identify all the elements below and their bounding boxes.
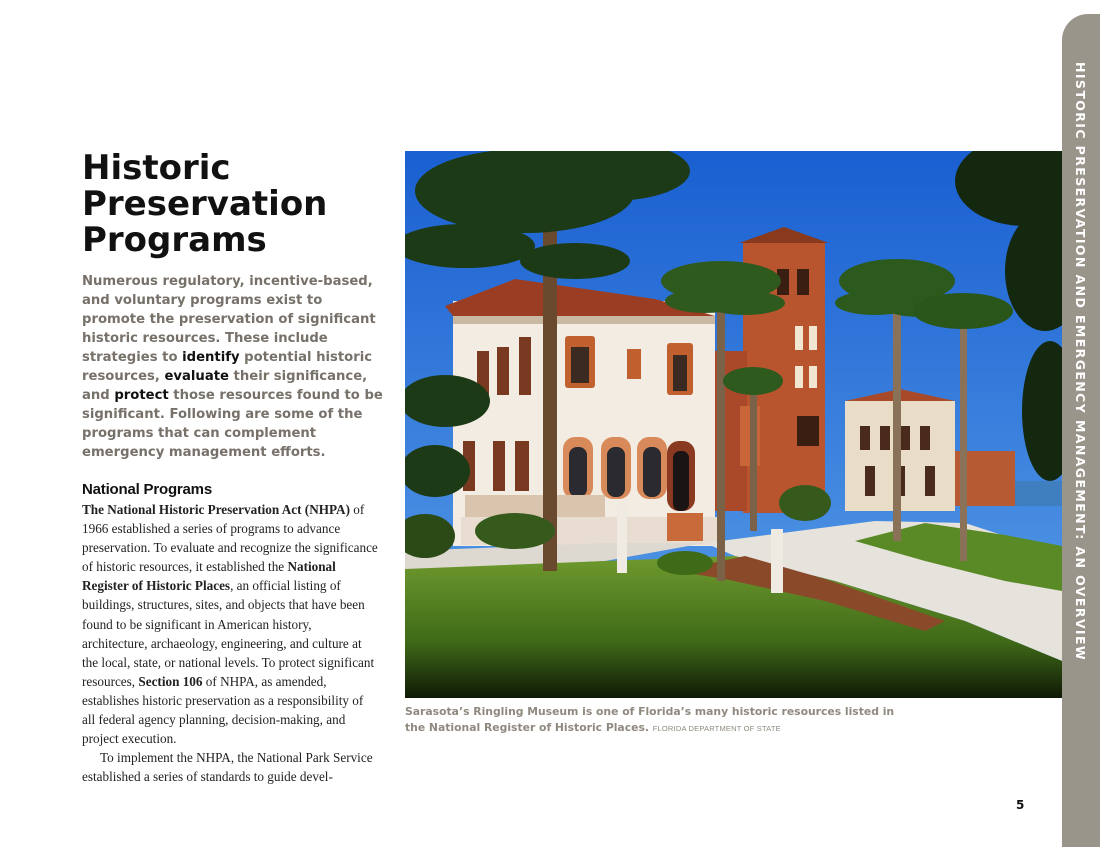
ringling-museum-photo xyxy=(405,151,1062,698)
section-heading: National Programs xyxy=(82,481,212,498)
intro-text-1: Numerous regulatory, incentive-based, and voluntary programs exist to promote the preservation of significant historic resources. These include strategies to xyxy=(82,274,376,365)
statue-right xyxy=(771,529,783,593)
side-tab-title: HISTORIC PRESERVATION AND EMERGENCY MANAGEMENT: AN OVERVIEW xyxy=(1073,62,1088,662)
intro-text-4: those resources found to be significant. Following are some of the programs that can complement emergency management efforts. xyxy=(82,388,383,460)
nhpa-term: The National Historic Preservation Act (NHPA) xyxy=(82,502,350,517)
title-line-1: Historic xyxy=(82,148,231,188)
body-paragraph-2: To implement the NHPA, the National Park Service established a series of standards to guide devel- xyxy=(82,750,373,785)
intro-paragraph xyxy=(82,272,387,462)
body-paragraph-1 xyxy=(82,500,378,748)
intro-emphasis-identify: identify xyxy=(182,350,240,365)
title-line-3: Programs xyxy=(82,220,267,260)
page-number: 5 xyxy=(1016,798,1025,812)
statue-left xyxy=(617,503,627,573)
page-title xyxy=(82,150,402,258)
body-text xyxy=(82,500,378,786)
intro-emphasis-protect: protect xyxy=(114,388,169,403)
body-text-2: , an official listing of buildings, structures, sites, and objects that have been found to be significant in American history, architecture, archaeology, engineering, and culture at the local, state, or national levels. To protect significant resources, xyxy=(82,578,375,689)
photo-caption xyxy=(405,704,905,737)
intro-text-3: their significance, and xyxy=(82,369,368,403)
title-line-2: Preservation xyxy=(82,184,328,224)
national-register-term: National Register of Historic Places xyxy=(82,559,336,594)
section-106-term: Section 106 xyxy=(138,673,203,689)
caption-text: Sarasota’s Ringling Museum is one of Florida’s many historic resources listed in the National Register of Historic Places. xyxy=(405,705,895,734)
intro-text-2: potential historic resources, xyxy=(82,350,373,384)
intro-emphasis-evaluate: evaluate xyxy=(164,369,229,384)
body-text-1: of 1966 established a series of programs to advance preservation. To evaluate and recognize the significance of historic resources, it established the xyxy=(82,502,378,575)
photo-illustration xyxy=(405,151,1062,698)
body-text-3: of NHPA, as amended, establishes historic preservation as a responsibility of all federal agency planning, decision-making, and project execution. xyxy=(82,673,364,747)
photo-credit: FLORIDA DEPARTMENT OF STATE xyxy=(652,724,781,733)
